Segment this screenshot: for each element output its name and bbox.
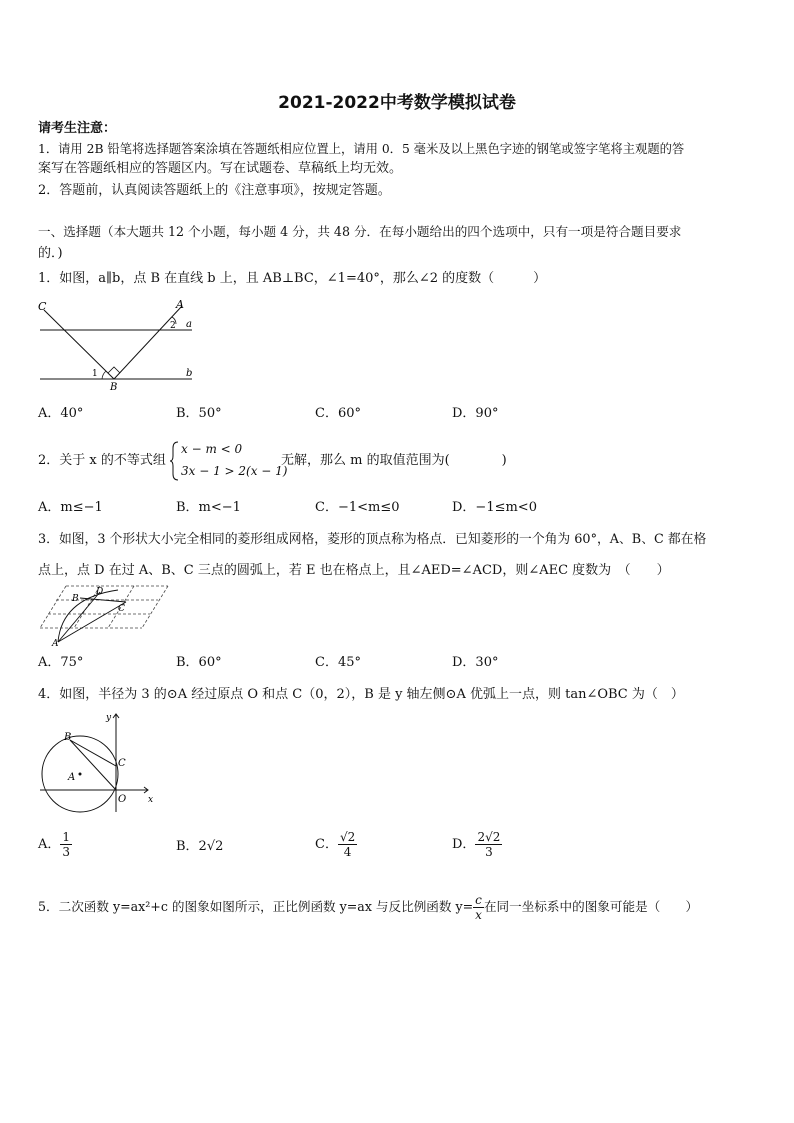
label-a: A [52, 639, 59, 646]
q4-option-d-letter: D． [452, 837, 476, 852]
q5-stem-before: 5．二次函数 y=ax²+c 的图象如图所示，正比例函数 y=ax 与反比例函数 y= [38, 899, 474, 914]
right-angle-mark [108, 367, 120, 373]
q4-option-a[interactable] [38, 830, 72, 859]
q4-option-d-numerator: 2√2 [477, 830, 501, 844]
q3-figure [36, 584, 172, 646]
q1-figure [36, 296, 198, 392]
q3-option-d[interactable]: D．30° [452, 655, 499, 670]
q1-option-d[interactable]: D．90° [452, 406, 499, 421]
q4-figure [36, 708, 156, 816]
segment-cb [44, 310, 114, 379]
notice-line-1b: 案写在答题纸相应的答题区内。写在试题卷、草稿纸上均无效。 [38, 161, 403, 176]
q2-option-c[interactable]: C．−1<m≤0 [315, 500, 400, 515]
q4-option-a-letter: A． [38, 837, 61, 852]
label-line-b: b [186, 368, 193, 379]
segment-ba [114, 306, 182, 379]
q1-stem: 1．如图，a∥b，点 B 在直线 b 上，且 AB⊥BC，∠1=40°，那么∠2 的度数（ ） [38, 271, 547, 286]
notice-line-2: 2．答题前，认真阅读答题纸上的《注意事项》，按规定答题。 [38, 183, 391, 198]
q4-option-d[interactable] [452, 830, 502, 859]
q5-fraction [473, 893, 484, 922]
q2-stem-after: 无解，那么 m 的取值范围为( ) [281, 453, 507, 468]
q4-option-a-numerator: 1 [62, 830, 71, 844]
label-a-point: A [176, 298, 184, 311]
segment-bc [70, 740, 116, 766]
q1-option-a[interactable]: A．40° [38, 406, 84, 421]
label-d: D [96, 587, 104, 597]
label-y: y [106, 713, 112, 723]
q4-option-d-denominator: 3 [485, 845, 493, 859]
q4-option-c-denominator: 4 [343, 845, 352, 859]
q2-stem-before: 2．关于 x 的不等式组 [38, 453, 166, 468]
q4-option-c-numerator: √2 [339, 830, 356, 844]
q2-brace [170, 440, 180, 482]
segment-bo [70, 740, 116, 790]
label-b: B [64, 732, 72, 743]
center-a-dot [79, 773, 82, 776]
section1-line-1: 一、选择题（本大题共 12 个小题，每小题 4 分，共 48 分．在每小题给出的四个选项中，只有一项是符合题目要求 [38, 224, 682, 239]
q4-option-a-denominator: 3 [62, 845, 71, 859]
label-a: A [68, 772, 76, 783]
q1-option-b[interactable]: B．50° [176, 406, 222, 421]
label-o: O [118, 794, 127, 805]
label-c: C [118, 758, 126, 769]
q4-option-d-fraction [475, 830, 502, 859]
q4-option-c-fraction [338, 830, 357, 859]
q3-option-a[interactable]: A．75° [38, 655, 84, 670]
segment-ac [58, 602, 126, 642]
q5-fraction-denominator: x [475, 908, 482, 922]
q2-inequality-1: x − m < 0 [181, 442, 243, 456]
rhombus-grid [40, 586, 168, 628]
notice-heading: 请考生注意： [38, 121, 117, 136]
q2-inequality-2: 3x − 1 > 2(x − 1) [181, 464, 288, 478]
q2-option-a[interactable]: A．m≤−1 [38, 500, 103, 515]
section1-line-2: 的．) [38, 246, 63, 261]
label-c: C [118, 604, 125, 614]
page-title: 2021-2022中考数学模拟试卷 [278, 93, 516, 113]
angle-1-arc [102, 371, 106, 379]
q4-option-a-fraction [60, 830, 72, 859]
q4-option-b[interactable]: B．2√2 [176, 839, 224, 854]
label-x: x [148, 795, 154, 805]
label-b: B [72, 594, 79, 604]
q4-option-c-letter: C． [315, 837, 338, 852]
q3-option-b[interactable]: B．60° [176, 655, 222, 670]
circle-arc [58, 590, 118, 642]
label-angle-2: 2 [170, 321, 176, 331]
q1-option-c[interactable]: C．60° [315, 406, 361, 421]
label-b-point: B [110, 382, 118, 392]
q5-stem-after: 在同一坐标系中的图象可能是（ ） [483, 899, 699, 914]
q4-stem: 4．如图，半径为 3 的⊙A 经过原点 O 和点 C（0，2），B 是 y 轴左侧⊙A 优弧上一点，则 tan∠OBC 为（ ） [38, 687, 684, 702]
q3-option-c[interactable]: C．45° [315, 655, 361, 670]
q2-option-d[interactable]: D．−1≤m<0 [452, 500, 537, 515]
q5-fraction-numerator: c [473, 893, 484, 908]
label-angle-1: 1 [92, 369, 98, 379]
q4-option-c[interactable] [315, 830, 357, 859]
q5-stem [38, 893, 698, 922]
q2-option-b[interactable]: B．m<−1 [176, 500, 241, 515]
label-line-a: a [186, 319, 192, 330]
notice-line-1a: 1．请用 2B 铅笔将选择题答案涂填在答题纸相应位置上，请用 0．5 毫米及以上黑色字迹的钢笔或签字笔将主观题的答 [38, 142, 685, 156]
q3-line-1: 3．如图，3 个形状大小完全相同的菱形组成网格，菱形的顶点称为格点．已知菱形的一个角为 60°，A、B、C 都在格 [38, 532, 707, 547]
q3-line-2: 点上，点 D 在过 A、B、C 三点的圆弧上，若 E 也在格点上，且∠AED=∠ACD，则∠AEC 度数为 （ ） [38, 563, 670, 578]
label-c: C [38, 300, 47, 313]
